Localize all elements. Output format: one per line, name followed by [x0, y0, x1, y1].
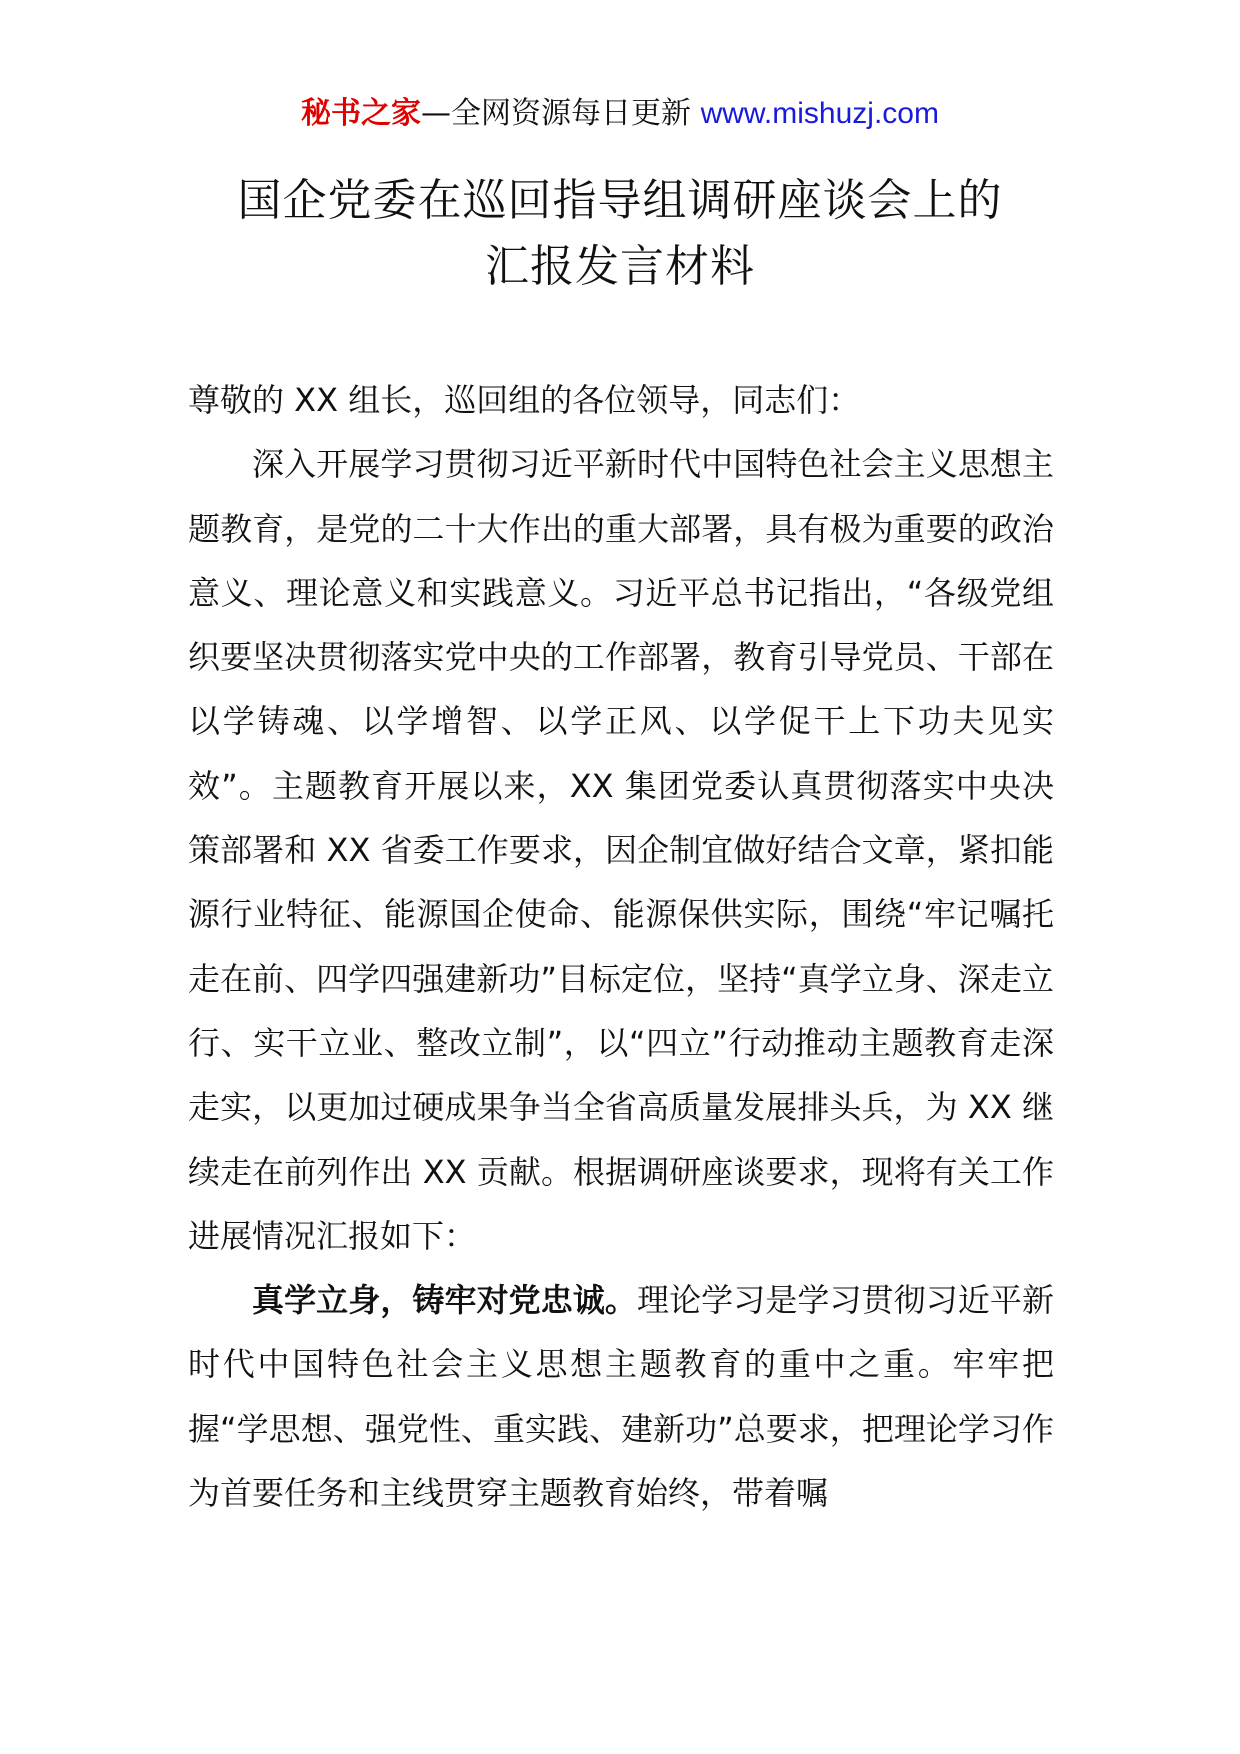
title-line-1: 国企党委在巡回指导组调研座谈会上的 [237, 175, 1003, 226]
site-url-link[interactable]: www.mishuzj.com [700, 97, 939, 130]
paragraph-2 [188, 1268, 1054, 1525]
site-header [0, 92, 1240, 136]
paragraph-2-lead: 真学立身，铸牢对党忠诚。 [252, 1281, 637, 1320]
document-body [188, 368, 1054, 1525]
site-brand: 秘书之家 [301, 96, 422, 131]
paragraph-2-text: 理论学习是学习贯彻习近平新时代中国特色社会主义思想主题教育的重中之重。牢牢把握“学思想、强党性、重实践、建新功”总要求，把理论学习作为首要任务和主线贯穿主题教育始终，带着嘱 [188, 1281, 1054, 1513]
document-title [0, 168, 1240, 300]
title-line-2: 汇报发言材料 [485, 241, 755, 292]
site-tagline: —全网资源每日更新 [421, 96, 692, 131]
salutation: 尊敬的 XX 组长，巡回组的各位领导，同志们： [188, 381, 861, 419]
paragraph-1: 深入开展学习贯彻习近平新时代中国特色社会主义思想主题教育，是党的二十大作出的重大部署，具有极为重要的政治意义、理论意义和实践意义。习近平总书记指出，“各级党组织要坚决贯彻落实党中央的工作部署，教育引导党员、干部在以学铸魂、以学增智、以学正风、以学促干上下功夫见实效”。主题教育开展以来，XX 集团党委认真贯彻落实中央决策部署和 XX 省委工作要求，因企制宜做好结合文章，紧扣能源行业特征、能源国企使命、能源保供实际，围绕“牢记嘱托走在前、四学四强建新功”目标定位，坚持“真学立身、深走立行、实干立业、整改立制”，以“四立”行动推动主题教育走深走实，以更加过硬成果争当全省高质量发展排头兵，为 XX 继续走在前列作出 XX 贡献。根据调研座谈要求，现将有关工作进展情况汇报如下： [188, 445, 1054, 1255]
